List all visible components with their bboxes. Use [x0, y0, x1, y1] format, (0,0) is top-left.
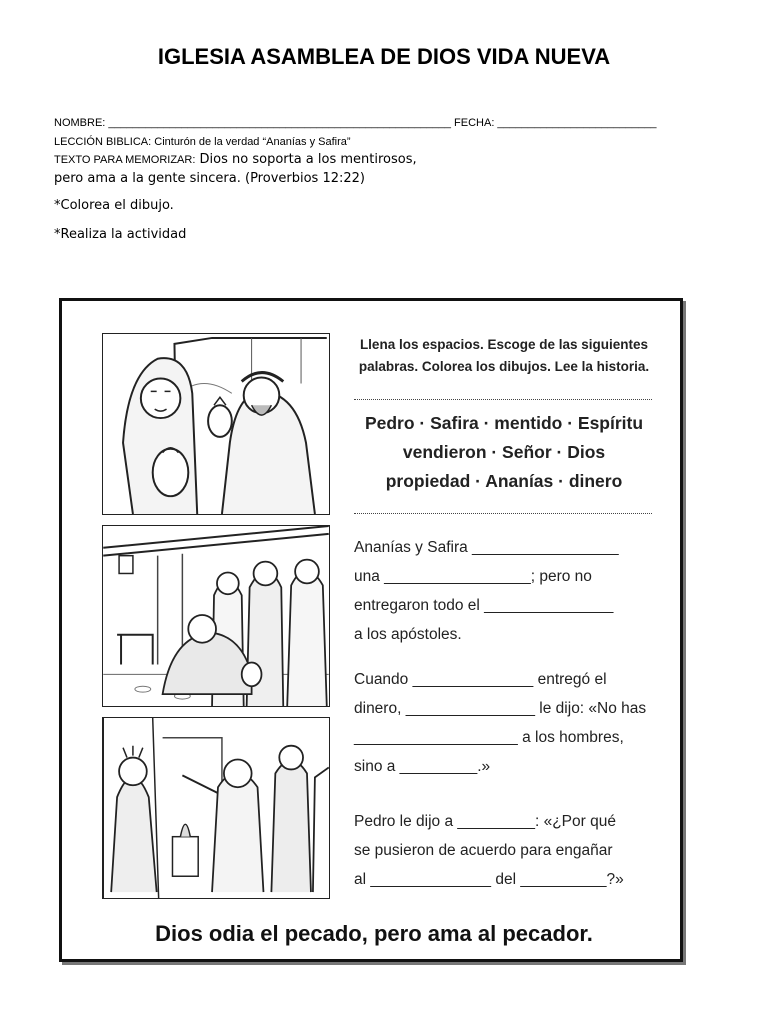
paragraph-1 — [354, 533, 654, 649]
word-bank-line-2: vendieron · Señor · Dios — [402, 442, 606, 462]
paragraph-2-line-4: sino a _________.» — [354, 758, 491, 775]
word-bank-line-1: Pedro · Safira · mentido · Espíritu — [364, 413, 644, 433]
apostles-illustration — [103, 526, 329, 706]
paragraph-3 — [354, 807, 654, 894]
instructions-line-1: Llena los espacios. Escoge de las siguientes — [359, 337, 649, 352]
page-title: IGLESIA ASAMBLEA DE DIOS VIDA NUEVA — [157, 44, 611, 69]
peter-confrontation-illustration — [103, 718, 329, 898]
memory-verse-line-1 — [54, 152, 417, 167]
worksheet-instructions — [354, 334, 654, 378]
paragraph-2-line-2: dinero, _______________ le dijo: «No has — [354, 700, 647, 717]
worksheet-frame — [59, 298, 683, 962]
paragraph-1-line-4: a los apóstoles. — [354, 626, 462, 643]
word-bank-line-3: propiedad · Ananías · dinero — [385, 471, 623, 491]
name-date-line: NOMBRE: ________________________________________________________ FECHA: __________________________ — [54, 117, 657, 129]
memory-verse-line-2: pero ama a la gente sincera. (Proverbios 12:22) — [54, 171, 365, 186]
memory-verse-text-1: Dios no soporta a los mentirosos, — [199, 152, 417, 167]
paragraph-2 — [354, 665, 654, 781]
lesson-line: LECCIÓN BIBLICA: Cinturón de la verdad “Ananías y Safira” — [54, 136, 351, 148]
divider-top — [354, 399, 652, 400]
divider-bottom — [354, 513, 652, 514]
paragraph-1-line-2: una _________________; pero no — [354, 568, 592, 585]
paragraph-2-line-1: Cuando ______________ entregó el — [354, 671, 607, 688]
worksheet-footer-message: Dios odia el pecado, pero ama al pecador. — [155, 921, 593, 946]
paragraph-3-line-1: Pedro le dijo a _________: «¿Por qué — [354, 813, 616, 830]
instruction-color: *Colorea el dibujo. — [54, 198, 174, 213]
paragraph-2-line-3: ___________________ a los hombres, — [354, 729, 624, 746]
word-bank — [354, 409, 654, 496]
illustration-panel-1 — [102, 333, 330, 515]
paragraph-1-line-1: Ananías y Safira _________________ — [354, 539, 619, 556]
memory-verse-label: TEXTO PARA MEMORIZAR: — [54, 154, 196, 166]
paragraph-3-line-2: se pusieron de acuerdo para engañar — [354, 842, 613, 859]
paragraph-3-line-3: al ______________ del __________?» — [354, 871, 624, 888]
instructions-line-2: palabras. Colorea los dibujos. Lee la historia. — [358, 359, 650, 374]
illustration-panel-3 — [102, 717, 330, 899]
instruction-activity: *Realiza la actividad — [54, 227, 187, 242]
illustration-panel-2 — [102, 525, 330, 707]
ananias-sapphira-illustration — [103, 334, 329, 514]
paragraph-1-line-3: entregaron todo el _______________ — [354, 597, 614, 614]
